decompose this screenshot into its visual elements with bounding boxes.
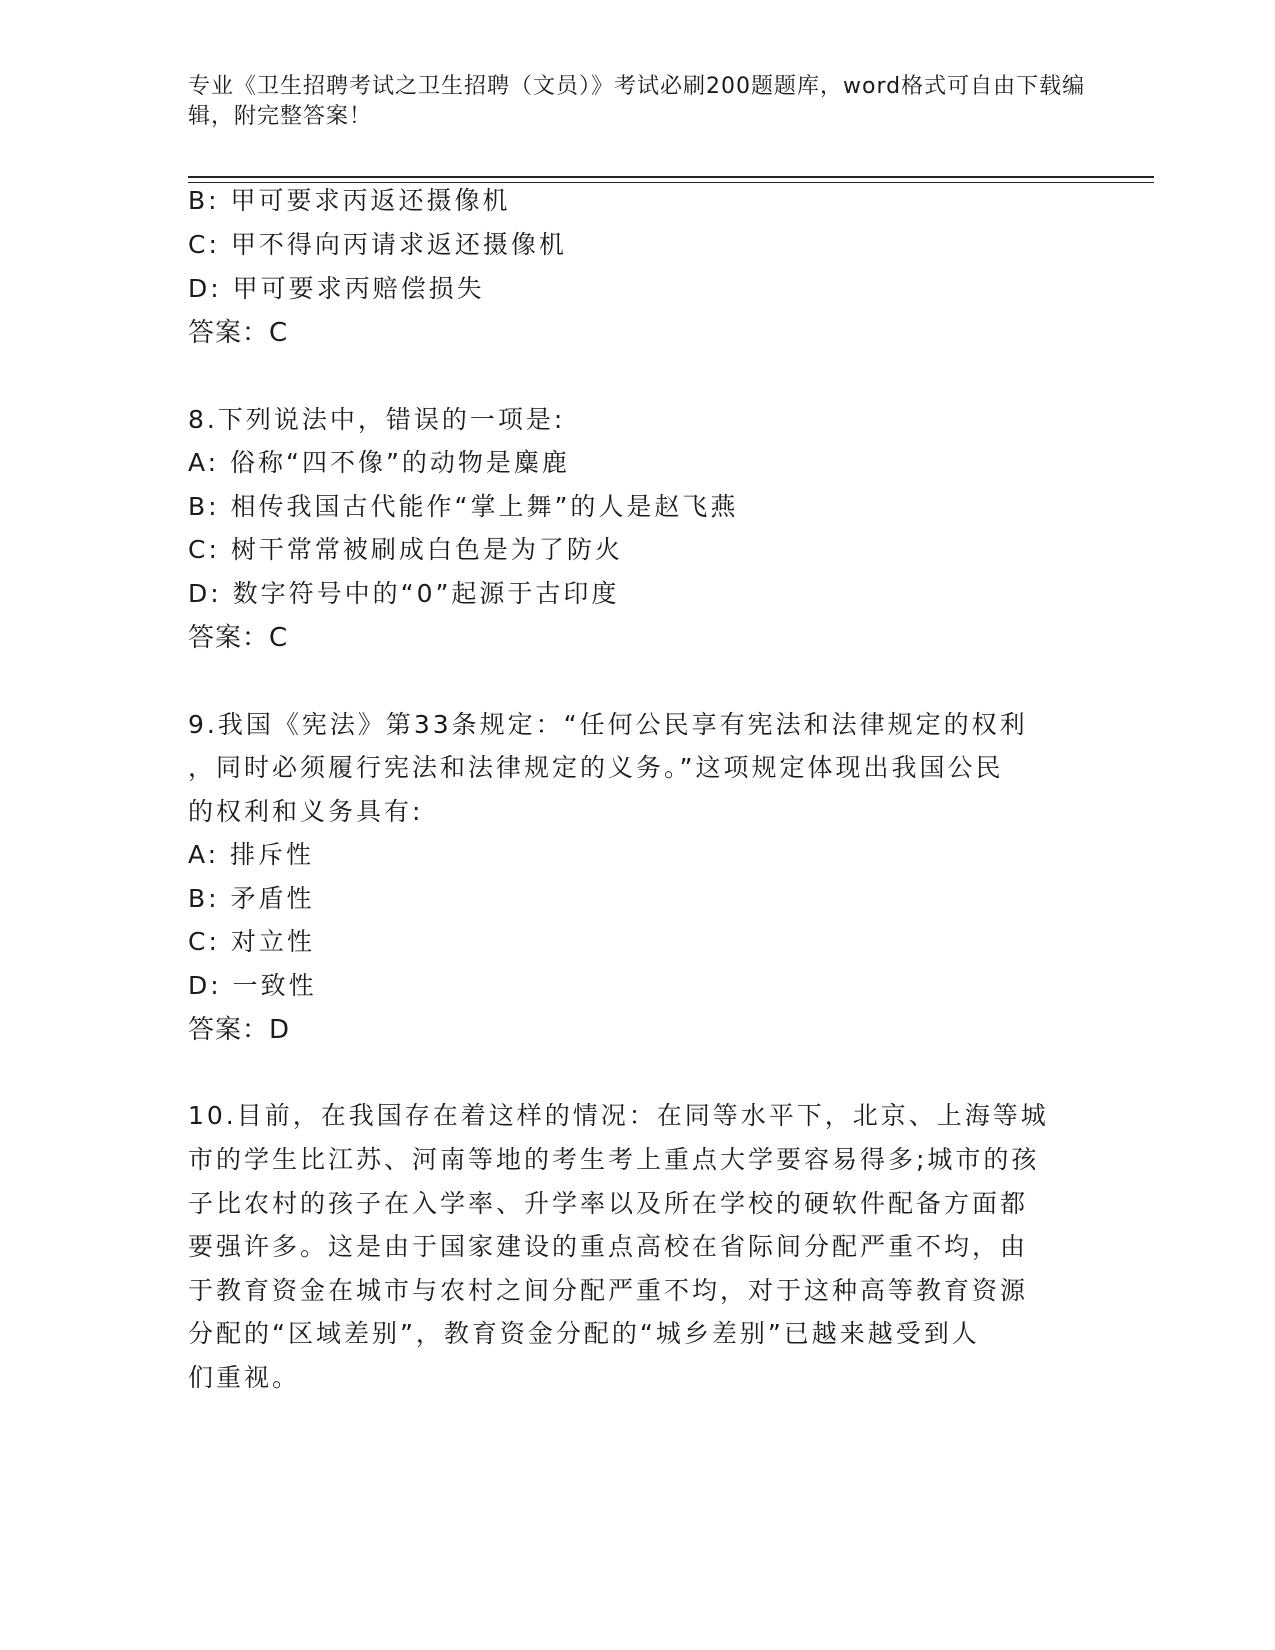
q10-question-line-2: 市的学生比江苏、河南等地的考生考上重点大学要容易得多;城市的孩 [188, 1145, 1040, 1174]
q7-option-c: C: 甲不得向丙请求返还摄像机 [188, 230, 567, 259]
q8-option-c: C: 树干常常被刷成白色是为了防火 [188, 535, 623, 564]
q10-question-line-3: 子比农村的孩子在入学率、升学率以及所在学校的硬软件配备方面都 [188, 1189, 1029, 1218]
q7-option-d: D: 甲可要求丙赔偿损失 [188, 274, 485, 303]
q9-answer: 答案：D [188, 1015, 291, 1045]
q10-question-line-6: 分配的“区域差别”，教育资金分配的“城乡差别”已越来越受到人 [188, 1319, 980, 1348]
q7-option-b: B: 甲可要求丙返还摄像机 [188, 186, 511, 215]
document-header: 专业《卫生招聘考试之卫生招聘（文员）》考试必刷200题题库，word格式可自由下载编辑，附完整答案！ [188, 74, 1086, 129]
q9-option-c: C: 对立性 [188, 927, 315, 956]
q7-answer: 答案：C [188, 318, 289, 348]
header-divider-thin [188, 182, 1154, 183]
q8-option-b: B: 相传我国古代能作“掌上舞”的人是赵飞燕 [188, 492, 739, 521]
q8-answer: 答案：C [188, 623, 289, 653]
q10-question-line-5: 于教育资金在城市与农村之间分配严重不均，对于这种高等教育资源 [188, 1276, 1029, 1305]
q9-question-line-2: ，同时必须履行宪法和法律规定的义务。”这项规定体现出我国公民 [188, 753, 1004, 782]
q9-option-b: B: 矛盾性 [188, 884, 315, 913]
q9-question-line-3: 的权利和义务具有: [188, 797, 424, 826]
q8-option-a: A: 俗称“四不像”的动物是麋鹿 [188, 448, 570, 477]
q9-question-line-1: 9.我国《宪法》第33条规定：“任何公民享有宪法和法律规定的权利 [188, 710, 1028, 739]
q10-question-line-1: 10.目前，在我国存在着这样的情况：在同等水平下，北京、上海等城 [188, 1101, 1049, 1130]
q10-question-line-7: 们重视。 [188, 1363, 301, 1392]
q9-option-d: D: 一致性 [188, 971, 317, 1000]
header-divider-thick [188, 176, 1154, 178]
q8-question: 8.下列说法中，错误的一项是: [188, 405, 566, 434]
q10-question-line-4: 要强许多。这是由于国家建设的重点高校在省际间分配严重不均，由 [188, 1232, 1029, 1261]
q9-option-a: A: 排斥性 [188, 840, 315, 869]
q8-option-d: D: 数字符号中的“0”起源于古印度 [188, 579, 620, 608]
